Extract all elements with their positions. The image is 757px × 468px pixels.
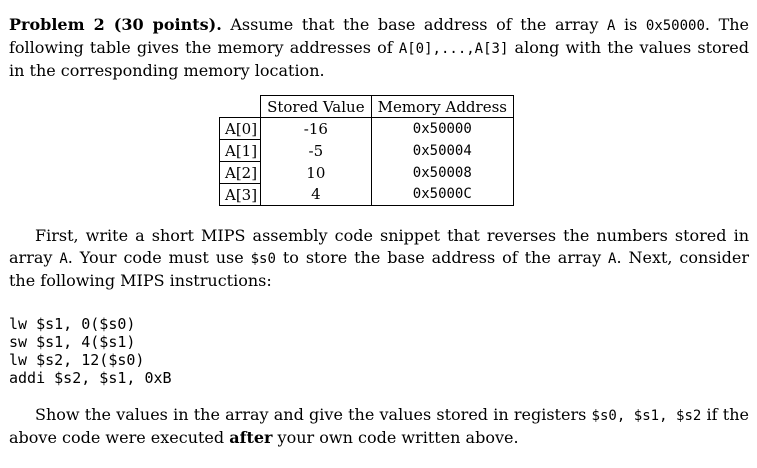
header-stored-value: Stored Value <box>261 96 372 118</box>
memory-table <box>219 95 514 206</box>
para3-t3: your own code written above. <box>272 428 519 447</box>
code-block <box>9 315 172 387</box>
header-memory-address: Memory Address <box>371 96 513 118</box>
table-row <box>220 184 514 206</box>
para3-emphasis: after <box>229 428 273 447</box>
code-line: lw $s2, 12($s0) <box>9 351 145 369</box>
row-index: A[1] <box>220 140 261 162</box>
para2-t3: to store the base address of the array <box>275 248 609 267</box>
para3-registers: $s0, $s1, $s2 <box>591 408 702 424</box>
para3-t1: Show the values in the array and give the values stored in registers <box>35 405 592 424</box>
problem-text-c: . The following table gives the memory addresses of <box>9 15 750 57</box>
row-value: -5 <box>261 140 372 162</box>
problem-statement <box>9 14 749 82</box>
code-line: sw $s1, 4($s1) <box>9 333 136 351</box>
row-value: -16 <box>261 118 372 140</box>
row-address: 0x50008 <box>371 162 513 184</box>
problem-text-d: along with the values stored in the corresponding memory location. <box>9 38 750 80</box>
para2-t1: First, write a short MIPS assembly code snippet that reverses the numbers stored in array <box>9 226 749 267</box>
para2-array-2: A <box>608 251 617 267</box>
para2-array: A <box>59 251 68 267</box>
row-value: 4 <box>261 184 372 206</box>
row-index: A[0] <box>220 118 261 140</box>
row-index: A[2] <box>220 162 261 184</box>
array-name: A <box>606 18 616 34</box>
row-address: 0x50004 <box>371 140 513 162</box>
base-address: 0x50000 <box>645 18 705 34</box>
table-header-row <box>220 96 514 118</box>
para2-t2: . Your code must use <box>67 248 251 267</box>
table-row <box>220 162 514 184</box>
row-index: A[3] <box>220 184 261 206</box>
row-address: 0x5000C <box>371 184 513 206</box>
code-line: lw $s1, 0($s0) <box>9 315 136 333</box>
code-line: addi $s2, $s1, 0xB <box>9 369 172 387</box>
header-blank <box>220 96 261 118</box>
table-row <box>220 118 514 140</box>
question-paragraph <box>9 404 749 449</box>
para2-t4: . Next, consider the following MIPS instructions: <box>9 248 750 290</box>
array-range: A[0],...,A[3] <box>398 41 509 57</box>
problem-text-a: Assume that the base address of the array <box>221 15 607 34</box>
row-address: 0x50000 <box>371 118 513 140</box>
problem-heading: Problem 2 (30 points). <box>9 15 222 34</box>
problem-text-b: is <box>615 15 646 34</box>
para3-t2: if the above code were executed <box>9 405 749 447</box>
para2-register: $s0 <box>250 251 276 267</box>
table-row <box>220 140 514 162</box>
instructions-paragraph <box>9 225 749 292</box>
row-value: 10 <box>261 162 372 184</box>
